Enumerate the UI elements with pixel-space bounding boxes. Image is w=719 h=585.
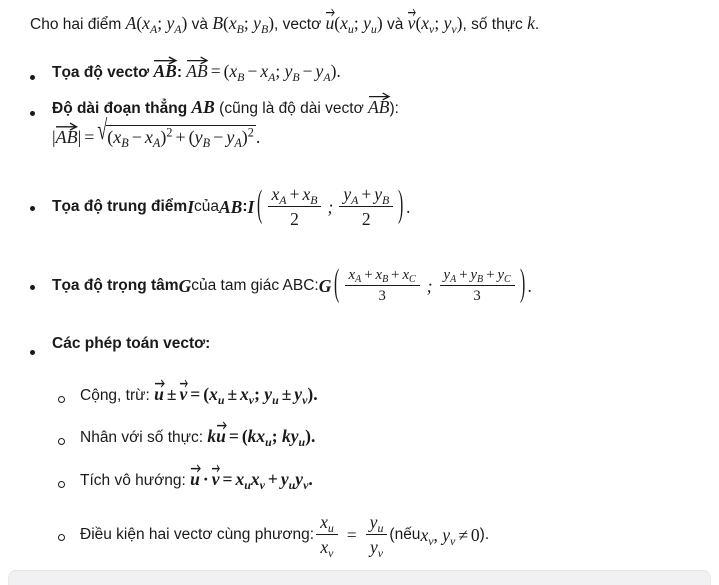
paren-open: ( <box>107 127 114 147</box>
v: v <box>407 13 416 33</box>
vector-arrow-ab-abs <box>56 126 78 148</box>
xv: x <box>240 384 249 404</box>
abs-close: | <box>77 127 82 147</box>
plus-minus: ± <box>281 384 292 404</box>
k3: k <box>282 426 291 446</box>
point-i-2: I <box>247 196 255 217</box>
n2: y <box>374 184 383 204</box>
condition-close: ) <box>479 526 485 543</box>
yu-sub: u <box>288 477 296 492</box>
dx-sub: v <box>328 545 334 560</box>
n3: y <box>497 267 505 283</box>
condition-expr <box>420 525 479 546</box>
radical-icon: √ <box>97 114 108 146</box>
midpoint-y-fraction <box>339 184 393 230</box>
equals: = <box>222 469 233 489</box>
n2: x <box>375 267 383 283</box>
denominator <box>366 534 388 558</box>
y2: y <box>226 127 235 147</box>
x1-sub: B <box>121 135 129 150</box>
plus: + <box>486 267 495 283</box>
sublist-item-body <box>80 383 698 405</box>
point-b-name: B <box>212 13 224 33</box>
list-item-body <box>52 259 719 313</box>
bullet-marker <box>30 60 52 76</box>
ab: AB <box>153 61 177 81</box>
vector-u-expr <box>325 13 383 36</box>
not-equals: ≠ <box>458 524 468 545</box>
paren-close: ) <box>241 127 248 147</box>
u: u <box>325 13 335 33</box>
paren-close: ) <box>160 127 167 147</box>
paren-close-big: ) <box>398 183 404 226</box>
paren-close-big: ) <box>519 262 525 305</box>
equals: = <box>84 127 95 147</box>
cx-sub: v <box>428 533 434 548</box>
minus: − <box>131 127 142 147</box>
coord-separator: ; <box>426 275 433 296</box>
nx: x <box>320 512 328 532</box>
denominator <box>316 534 338 558</box>
yu: y <box>280 469 289 489</box>
period: . <box>308 469 313 489</box>
semicolon: ; <box>254 384 265 404</box>
note-open: (cũng là độ dài vectơ <box>214 100 369 117</box>
bullet-marker <box>30 335 52 351</box>
yu-sub: u <box>272 392 279 407</box>
paren-close: ) <box>330 61 337 81</box>
yb: y <box>253 13 261 33</box>
xu: x <box>209 384 218 404</box>
xv-sub: v <box>429 21 435 36</box>
n2-sub: B <box>477 274 484 286</box>
colon: : <box>242 198 248 215</box>
paren-open: ( <box>203 384 210 404</box>
sub-label: Tích vô hướng: <box>80 472 191 489</box>
equals: = <box>190 384 201 404</box>
k: k <box>207 426 217 446</box>
intro-text-2: và <box>187 16 213 33</box>
bullet-label: Độ dài đoạn thẳng <box>52 100 192 117</box>
ratio-y-fraction <box>366 512 388 558</box>
yv: y <box>443 13 452 33</box>
circle-icon <box>58 481 65 488</box>
xv-sub: v <box>259 477 265 492</box>
vector-arrow-ab-note <box>368 96 389 118</box>
bullet-marker <box>30 96 52 112</box>
period: . <box>310 426 316 446</box>
paren-close: ) <box>305 426 311 446</box>
segment-ab: AB <box>219 196 243 217</box>
paren-open: ( <box>188 127 195 147</box>
xu: x <box>235 469 245 489</box>
sep: ; <box>243 13 254 33</box>
list-item-operations-heading <box>30 335 690 353</box>
xv: x <box>421 13 430 33</box>
length-formula <box>52 114 690 150</box>
vector-arrow-u <box>216 425 226 447</box>
yu: y <box>264 384 273 404</box>
n1-sub: A <box>450 274 457 286</box>
sublist-item-scalar-multiply <box>58 425 698 447</box>
square-root <box>97 114 256 150</box>
n2-sub: B <box>382 192 390 207</box>
n2: y <box>470 267 478 283</box>
condition-open: (nếu <box>389 526 421 543</box>
numerator <box>316 512 338 534</box>
circle-icon <box>58 438 65 445</box>
vector-arrow-u <box>154 383 164 405</box>
disc-icon <box>30 285 35 290</box>
u: u <box>154 384 164 404</box>
abs-open: | <box>52 127 56 147</box>
paren-close: ) <box>307 384 314 404</box>
dy: y <box>370 537 378 557</box>
xu-sub: u <box>244 477 251 492</box>
y1: y <box>284 61 293 81</box>
bullet-label: Tọa độ vectơ <box>52 64 154 81</box>
sub-bullet-marker <box>58 510 80 526</box>
vector-v-expr <box>407 13 463 36</box>
paren-open: ( <box>223 13 229 33</box>
point-a-name: A <box>125 13 137 33</box>
bullet-marker <box>30 180 52 196</box>
sub-label: Cộng, trừ: <box>80 387 155 404</box>
ratio-x-fraction <box>316 512 338 558</box>
intro-text-4: và <box>382 16 408 33</box>
n1-sub: A <box>351 192 359 207</box>
intro-text-6: . <box>534 16 540 33</box>
ny: y <box>369 512 378 532</box>
n1: x <box>348 267 356 283</box>
xb: x <box>228 13 237 33</box>
disc-icon <box>30 75 35 80</box>
denominator: 2 <box>339 206 393 230</box>
xu: x <box>340 13 348 33</box>
y1-sub: B <box>292 69 300 84</box>
k2: k <box>247 426 257 446</box>
exponent: 2 <box>247 125 254 140</box>
semicolon: ; <box>275 61 285 81</box>
yu-sub: u <box>370 21 377 36</box>
n2-sub: B <box>382 274 389 286</box>
exponent: 2 <box>166 125 173 140</box>
vector-ab-expr <box>186 61 341 84</box>
paren-open: ( <box>241 426 248 446</box>
zero: 0 <box>470 524 480 545</box>
vector-arrow-u <box>190 468 200 490</box>
disc-icon <box>30 111 35 116</box>
point-g-2: G <box>318 275 332 296</box>
x2: x <box>260 61 269 81</box>
ya-sub: A <box>174 21 182 36</box>
nx-sub: u <box>327 520 334 535</box>
cy: y <box>442 524 451 545</box>
y2-sub: A <box>234 135 242 150</box>
equals: = <box>346 524 357 545</box>
plus: + <box>364 267 373 283</box>
period: . <box>484 526 490 543</box>
vector-arrow-v <box>179 383 187 405</box>
sep: ; <box>434 13 444 33</box>
sublist-item-dot-product <box>58 468 698 490</box>
plus: + <box>459 267 468 283</box>
dx: x <box>320 537 329 557</box>
vector-arrow-v <box>212 468 220 490</box>
sep: ; <box>353 13 364 33</box>
bullet-marker <box>30 259 52 275</box>
n2-sub: B <box>310 192 318 207</box>
plus-minus: ± <box>227 384 238 404</box>
yb-sub: B <box>260 21 269 36</box>
numerator <box>440 267 515 285</box>
list-item-body <box>52 180 700 234</box>
sublist-item-add-subtract <box>58 383 698 405</box>
v: v <box>179 384 188 404</box>
xv-sub: v <box>248 392 255 407</box>
list-item-vector-coords <box>30 60 690 82</box>
yu-sub: u <box>298 434 306 449</box>
y1: y <box>194 127 203 147</box>
add-sub-formula <box>154 384 318 407</box>
circle-icon <box>58 534 65 541</box>
plus: + <box>289 184 300 204</box>
yv-sub: v <box>303 477 309 492</box>
list-item-midpoint <box>30 180 700 234</box>
numerator <box>339 184 393 206</box>
x1-sub: B <box>237 69 245 84</box>
sub-label: Điều kiện hai vectơ cùng phương: <box>80 526 315 543</box>
sublist-item-body <box>80 468 698 490</box>
sep: ; <box>157 13 167 33</box>
point-g: G <box>178 275 192 296</box>
cy-sub: v <box>450 533 456 548</box>
n1: y <box>443 267 451 283</box>
centroid-x-fraction <box>345 267 420 305</box>
u: u <box>216 426 226 446</box>
paren-open: ( <box>223 61 230 81</box>
n1-sub: A <box>279 192 287 207</box>
disc-icon <box>30 206 35 211</box>
yv: y <box>294 384 303 404</box>
yv-sub: v <box>302 392 308 407</box>
dot-operator: · <box>202 469 209 489</box>
yv: y <box>295 469 304 489</box>
vector-ab-note <box>368 97 389 117</box>
disc-icon <box>30 350 35 355</box>
scalar-k: k <box>527 13 535 33</box>
n2: x <box>302 184 311 204</box>
vector-arrow-u <box>326 12 335 34</box>
period: . <box>255 127 261 147</box>
bullet-label: Tọa độ trung điểm <box>52 198 188 215</box>
period: . <box>313 384 318 404</box>
paren-open: ( <box>415 13 422 33</box>
intro-text-1: Cho hai điểm <box>30 16 126 33</box>
vector-arrow-v <box>408 12 416 34</box>
vector-arrow-ab <box>153 60 176 82</box>
bullet-label: Các phép toán vectơ: <box>52 335 211 352</box>
intro-line <box>30 12 539 34</box>
equals: = <box>210 61 221 81</box>
plus: + <box>361 184 372 204</box>
equals: = <box>228 426 239 446</box>
cx: x <box>420 524 429 545</box>
y1-sub: B <box>202 135 211 150</box>
ab: AB <box>186 61 208 81</box>
x2-sub: A <box>152 135 161 150</box>
xv: x <box>250 469 260 489</box>
denominator: 2 <box>268 206 322 230</box>
ya: y <box>166 13 175 33</box>
vector-ab-lhs <box>153 61 176 81</box>
n3: x <box>402 267 410 283</box>
n3-sub: C <box>504 274 511 286</box>
plus: + <box>391 267 400 283</box>
sublist-item-body <box>80 510 708 560</box>
n3-sub: C <box>409 274 416 286</box>
n1: x <box>271 184 280 204</box>
ab: AB <box>55 127 78 147</box>
sub-bullet-marker <box>58 383 80 399</box>
x2-sub: A <box>268 69 276 84</box>
segment-ab: AB <box>191 97 215 117</box>
comma: , <box>433 524 443 545</box>
x1: x <box>113 127 122 147</box>
x1: x <box>229 61 238 81</box>
period: . <box>406 196 411 217</box>
scalar-multiply-formula <box>207 426 316 449</box>
midpoint-x-fraction <box>268 184 322 230</box>
plus: + <box>175 127 186 147</box>
sub-bullet-marker <box>58 425 80 441</box>
xa: x <box>142 13 150 33</box>
minus: − <box>247 61 258 81</box>
centroid-y-fraction <box>440 267 515 305</box>
minus: − <box>302 61 313 81</box>
circle-icon <box>58 396 65 403</box>
dy-sub: v <box>377 545 384 560</box>
numerator <box>345 267 420 285</box>
note-close: ): <box>389 100 399 117</box>
point-i: I <box>187 196 194 217</box>
n1: y <box>343 184 352 204</box>
yv-sub: v <box>451 21 457 36</box>
of-text: của <box>194 198 219 215</box>
ab: AB <box>368 97 390 117</box>
list-item-centroid <box>30 259 719 313</box>
paren-close: ) <box>456 13 463 33</box>
sublist-item-body <box>80 425 698 447</box>
period: . <box>336 61 341 81</box>
minus: − <box>213 127 224 147</box>
paren-open: ( <box>334 13 341 33</box>
vector-arrow-ab-2 <box>186 60 207 82</box>
paren-open-big: ( <box>257 183 263 226</box>
list-item-segment-length <box>30 96 690 148</box>
ny-sub: u <box>377 520 384 535</box>
list-item-body <box>52 96 690 148</box>
dot-product-formula <box>190 469 313 492</box>
sublist-item-collinear-condition <box>58 510 708 560</box>
xb-sub: B <box>236 21 244 36</box>
xu: x <box>256 426 266 446</box>
intro-text-5: , số thực <box>462 16 528 33</box>
bullet-label: Tọa độ trọng tâm <box>52 277 179 294</box>
sub-bullet-marker <box>58 468 80 484</box>
xu-sub: u <box>265 434 272 449</box>
yu: y <box>290 426 299 446</box>
colon: : <box>176 64 187 81</box>
paren-close: ) <box>181 13 188 33</box>
point-a-expr <box>125 13 188 36</box>
paren-close: ) <box>268 13 275 33</box>
x2: x <box>144 127 153 147</box>
semicolon: ; <box>271 426 282 446</box>
xu-sub: u <box>217 392 225 407</box>
numerator <box>366 512 388 534</box>
u: u <box>190 469 200 489</box>
point-b-expr <box>212 13 275 36</box>
denominator: 3 <box>345 285 420 305</box>
coord-separator: ; <box>327 196 334 217</box>
paren-open: ( <box>136 13 143 33</box>
v: v <box>211 469 220 489</box>
y2-sub: A <box>323 69 331 84</box>
numerator <box>268 184 322 206</box>
period: . <box>527 275 533 296</box>
intro-text-3: , vectơ <box>274 16 326 33</box>
xa-sub: A <box>149 21 158 36</box>
sub-label: Nhân với số thực: <box>80 429 208 446</box>
of-text: của tam giác ABC: <box>191 277 319 294</box>
paren-close: ) <box>376 13 383 33</box>
y2: y <box>315 61 324 81</box>
list-item-body <box>52 60 690 82</box>
n1-sub: A <box>355 274 362 286</box>
xu-sub: u <box>347 21 354 36</box>
yu: y <box>363 13 371 33</box>
denominator: 3 <box>440 285 515 305</box>
plus-minus: ± <box>166 384 177 404</box>
radicand <box>106 125 256 148</box>
paren-open-big: ( <box>334 262 340 305</box>
plus: + <box>267 469 278 489</box>
